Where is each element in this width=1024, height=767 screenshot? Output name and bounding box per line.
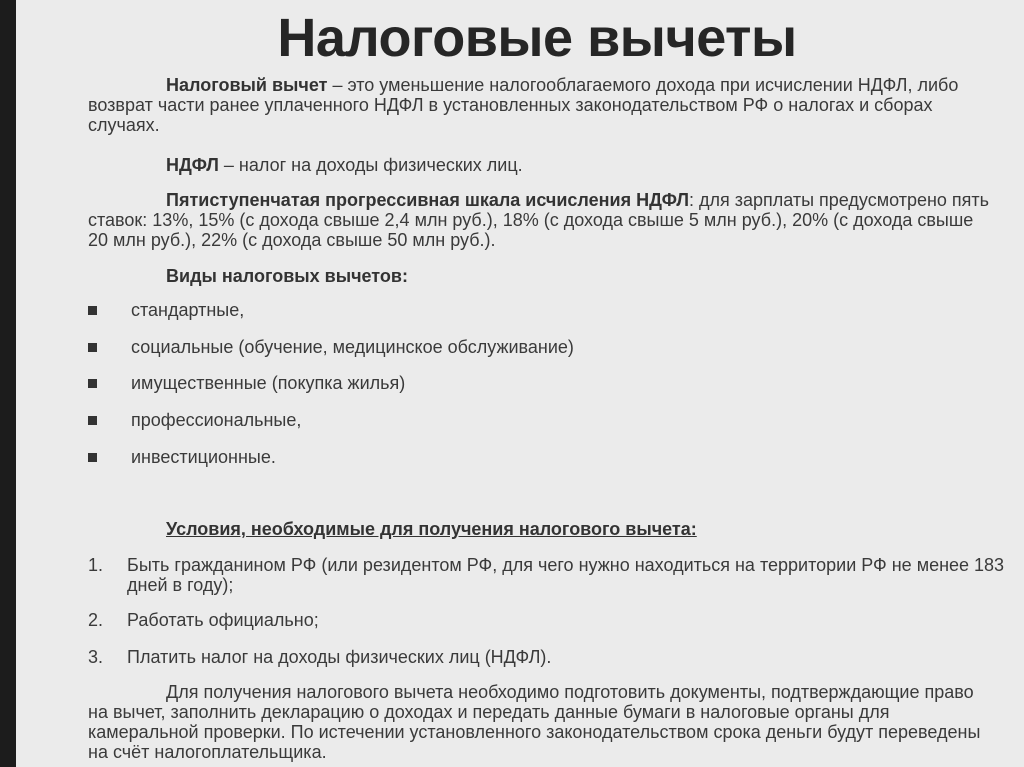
slide: Налоговые вычеты Налоговый вычет – это уменьшение налогооблагаемого дохода при исчислении НДФЛ, либо возврат части ранее уплаченного НДФЛ в установленных законодательством РФ о налогах и сборах случаях. НДФЛ – налог на доходы физических лиц. Пятиступенчатая прогрессивная шкала исчисления НДФЛ: для зарплаты предусмотрено пять ставок: 13%, 15% (с дохода свыше 2,4 млн руб.), 18% (с дохода свыше 5 млн руб.), 20% (с дохода свыше 20 млн руб.), 22% (с дохода свыше 50 млн руб.). Виды налоговых вычетов: стандартные, социальные (обучение, медицинское обслуживание) имущественные (покупка жилья) профессиональные, инвестиционные. Условия, необходимые для получения налогового вычета: 1. Быть гражданином РФ (или резидентом РФ, для чего нужно находиться на территории РФ не менее 183 дней в году); 2. Работать официально; 3. Платить налог на доходы физических лиц (НДФЛ). Для получения налогового вычета необходимо подготовить документы, подтверждающие право на вычет, заполнить декларацию о доходах и передать данные бумаги в налоговые органы для камеральной проверки. По истечении установленного законодательством срока деньги будут переведены на счёт налогоплательщика. (0, 0, 1024, 767)
bullet-square-icon (88, 379, 97, 388)
scale-paragraph (88, 190, 998, 250)
closing-paragraph: Для получения налогового вычета необходимо подготовить документы, подтверждающие право на вычет, заполнить декларацию о доходах и передать данные бумаги в налоговые органы для камеральной проверки. По истечении установленного законодательством срока деньги будут переведены на счёт налогоплательщика. (88, 682, 981, 762)
definition-term: Налоговый вычет (166, 75, 328, 95)
bullet-square-icon (88, 453, 97, 462)
bullet-square-icon (88, 343, 97, 352)
ndfl-paragraph (88, 155, 998, 175)
types-heading: Виды налоговых вычетов: (166, 266, 408, 286)
scale-term: Пятиступенчатая прогрессивная шкала исчисления НДФЛ (166, 190, 689, 210)
ndfl-term: НДФЛ (166, 155, 219, 175)
conditions-heading: Условия, необходимые для получения налогового вычета: (166, 519, 697, 539)
bullet-square-icon (88, 416, 97, 425)
definition-paragraph (88, 75, 998, 135)
scale-text: : для зарплаты предусмотрено пять ставок: 13%, 15% (с дохода свыше 2,4 млн руб.), 18% (с дохода свыше 5 млн руб.), 20% (с дохода свыше 20 млн руб.), 22% (с дохода свыше 50 млн руб.). (88, 190, 990, 250)
bullet-square-icon (88, 306, 97, 315)
definition-text: – это уменьшение налогооблагаемого дохода при исчислении НДФЛ, либо возврат части ранее уплаченного НДФЛ в установленных законодательством РФ о налогах и сборах случаях. (88, 75, 959, 135)
ndfl-text: – налог на доходы физических лиц. (218, 155, 523, 175)
page-title: Налоговые вычеты (277, 8, 797, 68)
